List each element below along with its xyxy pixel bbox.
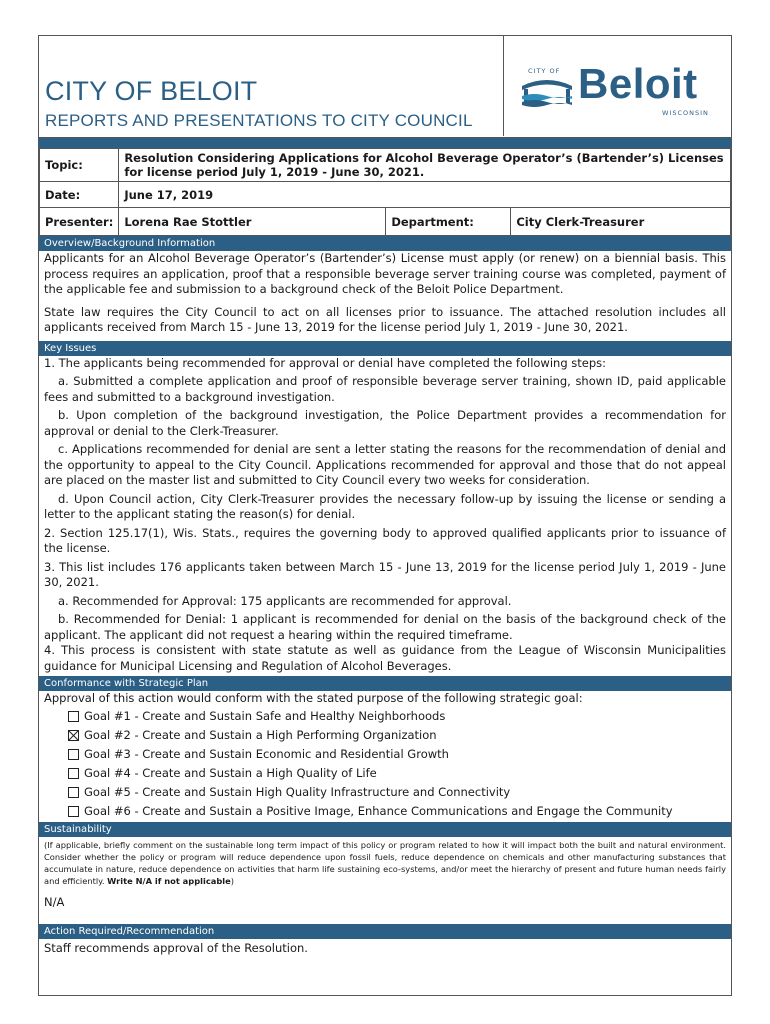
goal-item xyxy=(39,764,731,783)
page-title: CITY OF BELOIT xyxy=(45,76,258,106)
goal-item xyxy=(39,707,731,726)
goal-item xyxy=(39,745,731,764)
topic-value: Resolution Considering Applications for Alcohol Beverage Operator’s (Bartender’s) Licenses for license period July 1, 2019 - June 30, 2021. xyxy=(119,149,731,182)
department-label: Department: xyxy=(386,208,511,236)
goal-2-checkbox[interactable] xyxy=(68,730,79,741)
overview-heading: Overview/Background Information xyxy=(39,236,731,251)
bridge-icon xyxy=(520,76,574,110)
key-issue-item: 3. This list includes 176 applicants taken between March 15 - June 13, 2019 for the license period July 1, 2019 - June 30, 2021. xyxy=(44,559,726,589)
presenter-label: Presenter: xyxy=(40,208,119,236)
sustainability-note xyxy=(39,837,731,887)
goal-3-checkbox[interactable] xyxy=(68,749,79,760)
key-issue-item: b. Upon completion of the background investigation, the Police Department provides a recommendation for approval or denial to the Clerk-Treasurer. xyxy=(44,408,726,438)
key-issue-item: a. Recommended for Approval: 175 applicants are recommended for approval. xyxy=(58,593,512,608)
strategic-goals-list xyxy=(39,707,731,822)
key-issues-heading: Key Issues xyxy=(39,341,731,356)
report-header xyxy=(39,36,731,138)
key-issue-item: 2. Section 125.17(1), Wis. Stats., requires the governing body to approved qualified applicants prior to issuance of the license. xyxy=(44,525,726,555)
key-issue-item: b. Recommended for Denial: 1 applicant is recommended for denial on the basis of the background check of the applicant. The applicant did not request a hearing within the required timeframe. xyxy=(44,612,726,642)
action-text: Staff recommends approval of the Resolution. xyxy=(44,941,308,955)
header-divider xyxy=(39,138,731,148)
goal-label: Goal #4 - Create and Sustain a High Quality of Life xyxy=(84,765,377,780)
goal-item xyxy=(39,802,731,821)
sustainability-note-end: ) xyxy=(230,875,235,886)
sustainability-heading: Sustainability xyxy=(39,822,731,837)
key-issues-section xyxy=(39,356,731,677)
goal-label: Goal #2 - Create and Sustain a High Performing Organization xyxy=(84,727,437,742)
overview-paragraph-2: State law requires the City Council to act on all licenses prior to issuance. The attached resolution includes all applicants received from March 15 - June 13, 2019 for the license period July 1, 2019 - June 30, 2021. xyxy=(44,304,726,334)
report-page xyxy=(38,35,732,996)
date-value: June 17, 2019 xyxy=(119,182,731,208)
page-subtitle: REPORTS AND PRESENTATIONS TO CITY COUNCIL xyxy=(45,111,473,130)
key-issue-item: d. Upon Council action, City Clerk-Treasurer provides the necessary follow-up by issuing the license or sending a letter to the applicant stating the reason(s) for denial. xyxy=(44,491,726,521)
action-heading: Action Required/Recommendation xyxy=(39,924,731,939)
overview-paragraph-1: Applicants for an Alcohol Beverage Operator’s (Bartender’s) License must apply (or renew) on a biennial basis. This process requires an application, proof that a responsible beverage server training course was completed, payment of the applicable fee and submission to a background check of the Beloit Police Department. xyxy=(44,251,726,296)
city-logo xyxy=(503,36,733,136)
logo-city-of: CITY OF xyxy=(528,67,561,75)
goal-label: Goal #1 - Create and Sustain Safe and Healthy Neighborhoods xyxy=(84,708,446,723)
goal-label: Goal #6 - Create and Sustain a Positive Image, Enhance Communications and Engage the Community xyxy=(84,803,673,818)
key-issue-item: a. Submitted a complete application and proof of responsible beverage server training, shown ID, paid applicable fees and submitted to a background investigation. xyxy=(44,374,726,404)
presenter-value: Lorena Rae Stottler xyxy=(119,208,386,236)
goal-1-checkbox[interactable] xyxy=(68,711,79,722)
strategic-plan-heading: Conformance with Strategic Plan xyxy=(39,676,731,691)
goal-item xyxy=(39,726,731,745)
goal-5-checkbox[interactable] xyxy=(68,787,79,798)
overview-section xyxy=(39,251,731,336)
date-label: Date: xyxy=(40,182,119,208)
key-issue-item: 4. This process is consistent with state statute as well as guidance from the League of Wisconsin Municipalities guidance for Municipal Licensing and Regulation of Alcohol Beverages. xyxy=(44,643,726,673)
topic-label: Topic: xyxy=(40,149,119,182)
goal-6-checkbox[interactable] xyxy=(68,806,79,817)
key-issue-item: c. Applications recommended for denial are sent a letter stating the reasons for the recommendation of denial and the opportunity to appeal to the City Council. Applications recommended for approval and those that do not appeal are placed on the master list and submitted to City Council every two weeks for consideration. xyxy=(44,442,726,487)
sustainability-answer: N/A xyxy=(44,894,65,909)
logo-wordmark: Beloit xyxy=(578,60,698,107)
goal-label: Goal #3 - Create and Sustain Economic and Residential Growth xyxy=(84,746,449,761)
department-value: City Clerk-Treasurer xyxy=(511,208,731,236)
goal-item xyxy=(39,783,731,802)
strategic-intro: Approval of this action would conform with the stated purpose of the following strategic goal: xyxy=(44,691,583,705)
logo-state: WISCONSIN xyxy=(662,109,709,117)
sustainability-note-bold: Write N/A if not applicable xyxy=(107,875,231,886)
sustainability-note-text: (If applicable, briefly comment on the sustainable long term impact of this policy or program related to how it will impact both the built and natural environment. Consider whether the policy or program will reduce dependence upon fossil fuels, reduce dependence on chemicals and other manufacturing substances that accumulate in nature, reduce dependence on activities that harm life sustaining eco-systems, and/or meet the hierarchy of present and future human needs fairly and efficiently. xyxy=(44,839,726,886)
goal-label: Goal #5 - Create and Sustain High Quality Infrastructure and Connectivity xyxy=(84,784,511,799)
info-table xyxy=(39,148,731,236)
goal-4-checkbox[interactable] xyxy=(68,768,79,779)
key-issue-item: 1. The applicants being recommended for approval or denial have completed the following steps: xyxy=(44,355,607,370)
